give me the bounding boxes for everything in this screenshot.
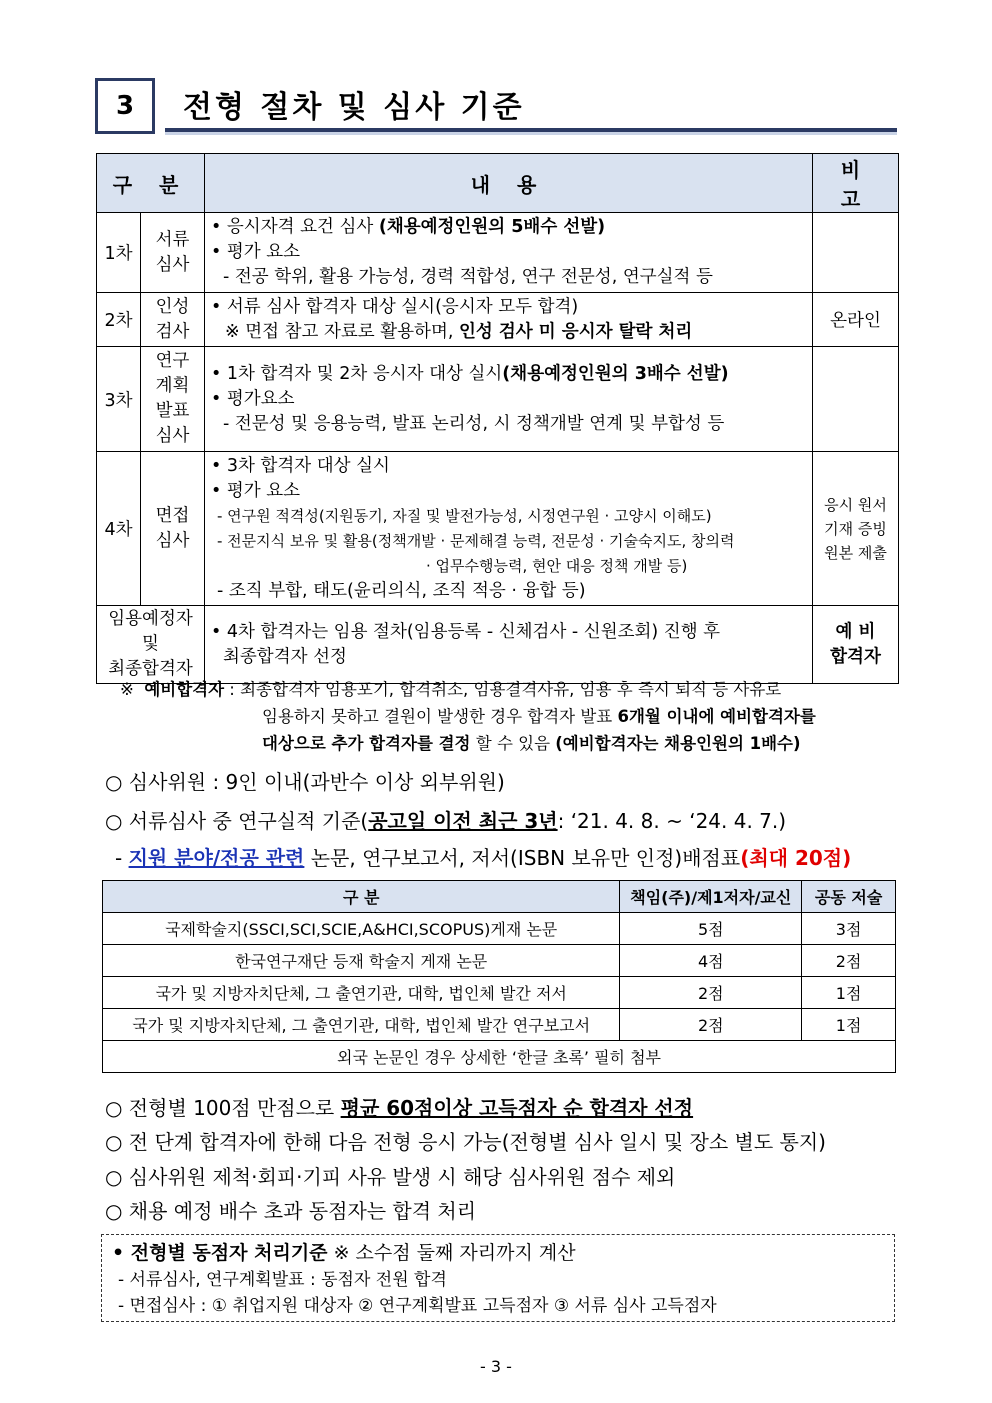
note-line2-bold: 6개월 이내에 예비합격자를	[617, 707, 816, 726]
table-row	[103, 945, 896, 977]
research-period: 공고일 이전 최근 3년	[368, 809, 558, 833]
title-underline-shadow	[165, 132, 897, 135]
research-text: ○ 서류심사 중 연구실적 기준(	[105, 809, 369, 833]
stage-cell: 2차	[97, 293, 141, 347]
procedure-table	[96, 153, 899, 684]
score-category: 국가 및 지방자치단체, 그 출연기관, 대학, 법인체 발간 저서	[103, 977, 620, 1009]
score-primary: 5점	[620, 913, 802, 945]
field-text: 논문, 연구보고서, 저서(ISBN 보유만 인정)배점표	[304, 846, 741, 870]
type-cell: 서류 심사	[141, 213, 205, 293]
tie-pass-bullet: ○ 채용 예정 배수 초과 동점자는 합격 처리	[105, 1199, 477, 1223]
committee-bullet: ○ 심사위원 : 9인 이내(과반수 이상 외부위원)	[105, 770, 505, 794]
research-dates: : ‘21. 4. 8. ~ ‘24. 4. 7.)	[557, 809, 787, 833]
content-line: • 평가 요소	[211, 242, 301, 262]
table-row	[103, 977, 896, 1009]
stage-cell: 3차	[97, 347, 141, 452]
table-row	[97, 213, 899, 293]
table-row	[97, 606, 899, 684]
score-category: 국가 및 지방자치단체, 그 출연기관, 대학, 법인체 발간 연구보고서	[103, 1009, 620, 1041]
note-cell: 예 비 합격자	[813, 606, 899, 684]
all-stages-bullet: ○ 전 단계 합격자에 한해 다음 전형 응시 가능(전형별 심사 일시 및 장소 별도 통지)	[105, 1130, 826, 1154]
note-cell: 온라인	[813, 293, 899, 347]
score-primary: 4점	[620, 945, 802, 977]
content-line: - 전공 학위, 활용 가능성, 경력 적합성, 연구 전문성, 연구실적 등	[223, 267, 713, 287]
score-header-category: 구 분	[103, 881, 620, 913]
note-cell	[813, 347, 899, 452]
table-row	[97, 293, 899, 347]
section-number: 3	[95, 78, 155, 134]
section-title: 전형 절차 및 심사 기준	[183, 90, 525, 125]
score-joint: 1점	[802, 1009, 896, 1041]
content-line: - 조직 부합, 태도(윤리의식, 조직 적응 · 융합 등)	[217, 580, 586, 601]
field-line	[115, 842, 851, 871]
content-line: · 업무수행능력, 현안 대응 정책 개발 등)	[426, 556, 688, 575]
table-row	[97, 452, 899, 606]
score-joint: 2점	[802, 945, 896, 977]
score-header-primary: 책임(주)/제1저자/교신	[620, 881, 802, 913]
content-line: - 전문성 및 응용능력, 발표 논리성, 시 정책개발 연계 및 부합성 등	[223, 413, 725, 434]
page-number: - 3 -	[480, 1357, 512, 1376]
stage-cell: 4차	[97, 452, 141, 606]
content-line: • 3차 합격자 대상 실시	[211, 455, 390, 476]
content-line: ※ 면접 참고 자료로 활용하며,	[225, 321, 459, 342]
stage-cell: 임용예정자 및 최종합격자	[97, 606, 205, 684]
type-cell: 면접 심사	[141, 452, 205, 606]
score-text: ○ 전형별 100점 만점으로	[105, 1096, 341, 1120]
table-row	[103, 913, 896, 945]
tie-line: - 서류심사, 연구계획발표 : 동점자 전원 합격	[118, 1270, 447, 1290]
header-content: 내 용	[205, 154, 813, 213]
score-primary: 2점	[620, 977, 802, 1009]
score-category: 국제학술지(SSCI,SCI,SCIE,A&HCI,SCOPUS)게재 논문	[103, 913, 620, 945]
content-line: • 서류 심사 합격자 대상 실시(응시자 모두 합격)	[211, 296, 579, 317]
content-line: • 응시자격 요건 심사	[211, 217, 379, 237]
type-cell: 연구 계획 발표 심사	[141, 347, 205, 452]
note-line1: 최종합격자 임용포기, 합격취소, 임용결격사유, 임용 후 즉시 퇴직 등 사유로	[240, 680, 782, 699]
note-label: 예비합격자	[144, 680, 225, 699]
content-line: • 평가 요소	[211, 480, 301, 501]
content-bold: (채용예정인원의 5배수 선발)	[378, 217, 606, 237]
content-line: - 전문지식 보유 및 활용(정책개발 · 문제해결 능력, 전문성 · 기술숙지도, 창의력	[217, 531, 735, 550]
table-row	[103, 1041, 896, 1073]
field-highlight: 지원 분야/전공 관련	[128, 846, 305, 870]
content-line: - 연구원 적격성(지원동기, 자질 및 발전가능성, 시정연구원 · 고양시 이해도)	[217, 506, 712, 525]
table-row	[103, 1009, 896, 1041]
score-table	[102, 880, 896, 1073]
score-primary: 2점	[620, 1009, 802, 1041]
score-header-joint: 공동 저술	[802, 881, 896, 913]
content-bold: 인성 검사 미 응시자 탈락 처리	[459, 321, 693, 342]
research-criteria-bullet	[105, 805, 786, 834]
score-category: 한국연구재단 등재 학술지 게재 논문	[103, 945, 620, 977]
stage-cell: 1차	[97, 213, 141, 293]
header-note: 비 고	[813, 154, 899, 213]
content-cell	[205, 347, 813, 452]
score-joint: 1점	[802, 977, 896, 1009]
tie-line: - 면접심사 : ① 취업지원 대상자 ② 연구계획발표 고득점자 ③ 서류 심사 고득점자	[118, 1296, 717, 1316]
content-cell	[205, 606, 813, 684]
reserve-note	[120, 676, 816, 757]
score-bold: 평균 60점이상 고득점자 순 합격자 선정	[340, 1096, 694, 1120]
note-line3: 할 수 있음	[470, 734, 556, 753]
content-cell	[205, 213, 813, 293]
content-bold: (채용예정인원의 3배수 선발)	[502, 363, 729, 384]
note-mark: ※	[120, 680, 134, 699]
score-bullet	[105, 1092, 693, 1121]
field-max: (최대 20점)	[740, 846, 852, 870]
exclusion-bullet: ○ 심사위원 제척·회피·기피 사유 발생 시 해당 심사위원 점수 제외	[105, 1165, 676, 1189]
score-footer: 외국 논문인 경우 상세한 ‘한글 초록’ 필히 첨부	[103, 1041, 896, 1073]
header-category: 구 분	[97, 154, 205, 213]
note-line3-bold2: (예비합격자는 채용인원의 1배수)	[555, 734, 801, 753]
note-line2: 임용하지 못하고 결원이 발생한 경우 합격자 발표	[262, 707, 618, 726]
tie-title: • 전형별 동점자 처리기준	[112, 1242, 328, 1264]
type-cell: 인성 검사	[141, 293, 205, 347]
field-dash: -	[115, 846, 129, 870]
score-joint: 3점	[802, 913, 896, 945]
content-line: • 평가요소	[211, 388, 295, 409]
tie-title-note: ※ 소수점 둘째 자리까지 계산	[327, 1242, 576, 1264]
note-cell	[813, 213, 899, 293]
content-cell	[205, 293, 813, 347]
table-row	[97, 347, 899, 452]
content-cell	[205, 452, 813, 606]
content-line: • 4차 합격자는 임용 절차(임용등록 - 신체검사 - 신원조회) 진행 후	[211, 621, 721, 642]
note-cell: 응시 원서 기재 증빙 원본 제출	[813, 452, 899, 606]
content-line: • 1차 합격자 및 2차 응시자 대상 실시	[211, 363, 503, 384]
note-colon: :	[224, 680, 241, 699]
note-line3-bold: 대상으로 추가 합격자를 결정	[262, 734, 471, 753]
tie-criteria-box	[101, 1234, 895, 1322]
content-line: 최종합격자 선정	[223, 646, 347, 667]
